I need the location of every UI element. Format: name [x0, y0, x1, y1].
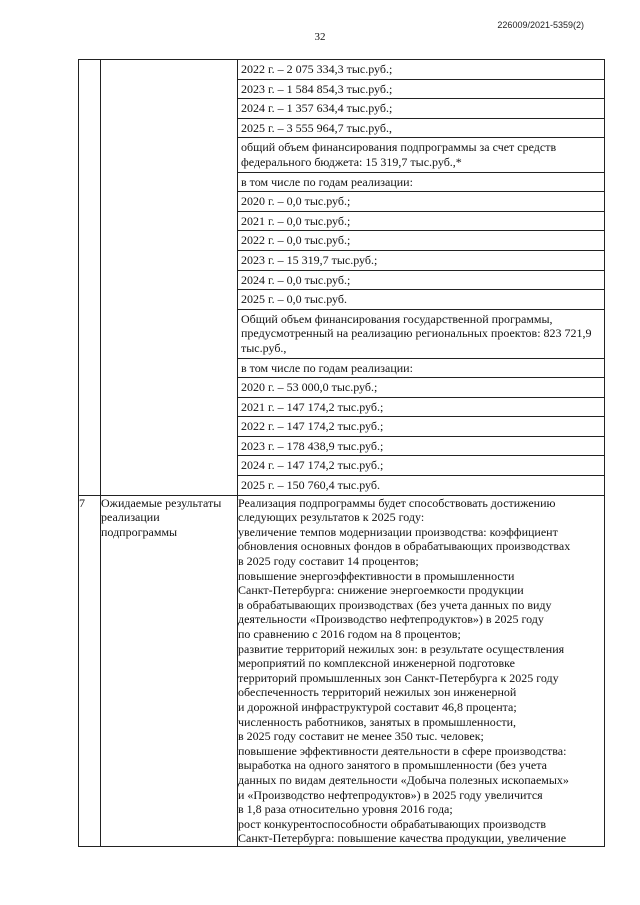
financing-line: 2022 г. – 2 075 334,3 тыс.руб.;	[238, 60, 604, 80]
results-line: в 2025 году составит не менее 350 тыс. человек;	[238, 729, 484, 744]
results-line: и дорожной инфраструктурой составит 46,8 процента;	[238, 699, 517, 714]
results-line: повышение эффективности деятельности в сфере производства:	[238, 743, 567, 758]
passport-table	[78, 59, 605, 847]
results-line: в 2025 году составит 14 процентов;	[238, 554, 419, 569]
document-registration-number: 226009/2021-5359(2)	[497, 20, 584, 30]
results-line: мероприятий по комплексной инженерной подготовке	[238, 656, 515, 671]
financing-line: 2020 г. – 53 000,0 тыс.руб.;	[238, 378, 604, 398]
results-line: и «Производство нефтепродуктов») в 2025 году увеличится	[238, 787, 543, 802]
financing-line: 2023 г. – 178 438,9 тыс.руб.;	[238, 437, 604, 457]
results-line: Реализация подпрограммы будет способствовать достижению	[238, 495, 556, 510]
results-line: развитие территорий нежилых зон: в результате осуществления	[238, 641, 565, 656]
results-line: обеспеченность территорий нежилых зон инженерной	[238, 685, 517, 700]
row-number-cell	[79, 60, 101, 496]
results-line: территорий промышленных зон Санкт-Петербурга к 2025 году	[238, 670, 559, 685]
page-number: 32	[314, 31, 326, 43]
financing-line: 2025 г. – 150 760,4 тыс.руб.	[241, 478, 380, 493]
results-line: повышение энергоэффективности в промышленности	[238, 568, 515, 583]
financing-cell	[238, 60, 605, 496]
financing-line: 2023 г. – 15 319,7 тыс.руб.;	[238, 251, 604, 271]
financing-line: 2024 г. – 147 174,2 тыс.руб.;	[238, 456, 604, 476]
row-number: 7	[79, 495, 101, 846]
financing-line: 2022 г. – 0,0 тыс.руб.;	[238, 231, 604, 251]
financing-line: 2021 г. – 147 174,2 тыс.руб.;	[238, 398, 604, 418]
financing-line: 2023 г. – 1 584 854,3 тыс.руб.;	[238, 80, 604, 100]
financing-line: Общий объем финансирования государственной программы, предусмотренный на реализацию региональных проектов: 823 721,9 тыс.руб.,	[238, 310, 604, 359]
financing-line: 2025 г. – 3 555 964,7 тыс.руб.,	[238, 119, 604, 139]
results-line: Санкт-Петербурга: повышение качества продукции, увеличение	[238, 831, 567, 846]
financing-line: 2024 г. – 1 357 634,4 тыс.руб.;	[238, 99, 604, 119]
financing-line: 2022 г. – 147 174,2 тыс.руб.;	[238, 417, 604, 437]
financing-line: 2024 г. – 0,0 тыс.руб.;	[238, 271, 604, 291]
row-label-cell	[101, 60, 238, 496]
results-line: обновления основных фондов в обрабатывающих производствах	[238, 539, 571, 554]
financing-line: в том числе по годам реализации:	[238, 359, 604, 379]
results-line: в 1,8 раза относительно уровня 2016 года;	[238, 802, 453, 817]
financing-line: 2025 г. – 0,0 тыс.руб.	[238, 290, 604, 310]
results-line: в обрабатывающих производствах (без учета данных по виду	[238, 597, 552, 612]
table-row-continued	[79, 60, 605, 496]
results-line: данных по видам деятельности «Добыча полезных ископаемых»	[238, 772, 569, 787]
financing-line: 2021 г. – 0,0 тыс.руб.;	[238, 212, 604, 232]
results-line: по сравнению с 2016 годом на 8 процентов;	[238, 627, 461, 641]
results-line: рост конкурентоспособности обрабатывающих производств	[238, 816, 546, 831]
results-line: увеличение темпов модернизации производства: коэффициент	[238, 524, 558, 539]
results-line: выработка на одного занятого в промышленности (без учета	[238, 758, 547, 773]
results-line: следующих результатов к 2025 году:	[238, 510, 425, 525]
row-label: Ожидаемые результаты реализации подпрограммы	[101, 495, 238, 846]
financing-line: 2020 г. – 0,0 тыс.руб.;	[238, 192, 604, 212]
results-line: численность работников, занятых в промышленности,	[238, 714, 517, 729]
table-row-7	[79, 495, 605, 846]
financing-line: общий объем финансирования подпрограммы за счет средств федерального бюджета: 15 319,7 тыс.руб.,*	[238, 138, 604, 172]
results-line: Санкт-Петербурга: снижение энергоемкости продукции	[238, 583, 524, 598]
results-line: деятельности «Производство нефтепродуктов») в 2025 году	[238, 612, 544, 627]
expected-results-cell	[238, 495, 605, 846]
financing-line: в том числе по годам реализации:	[238, 173, 604, 193]
